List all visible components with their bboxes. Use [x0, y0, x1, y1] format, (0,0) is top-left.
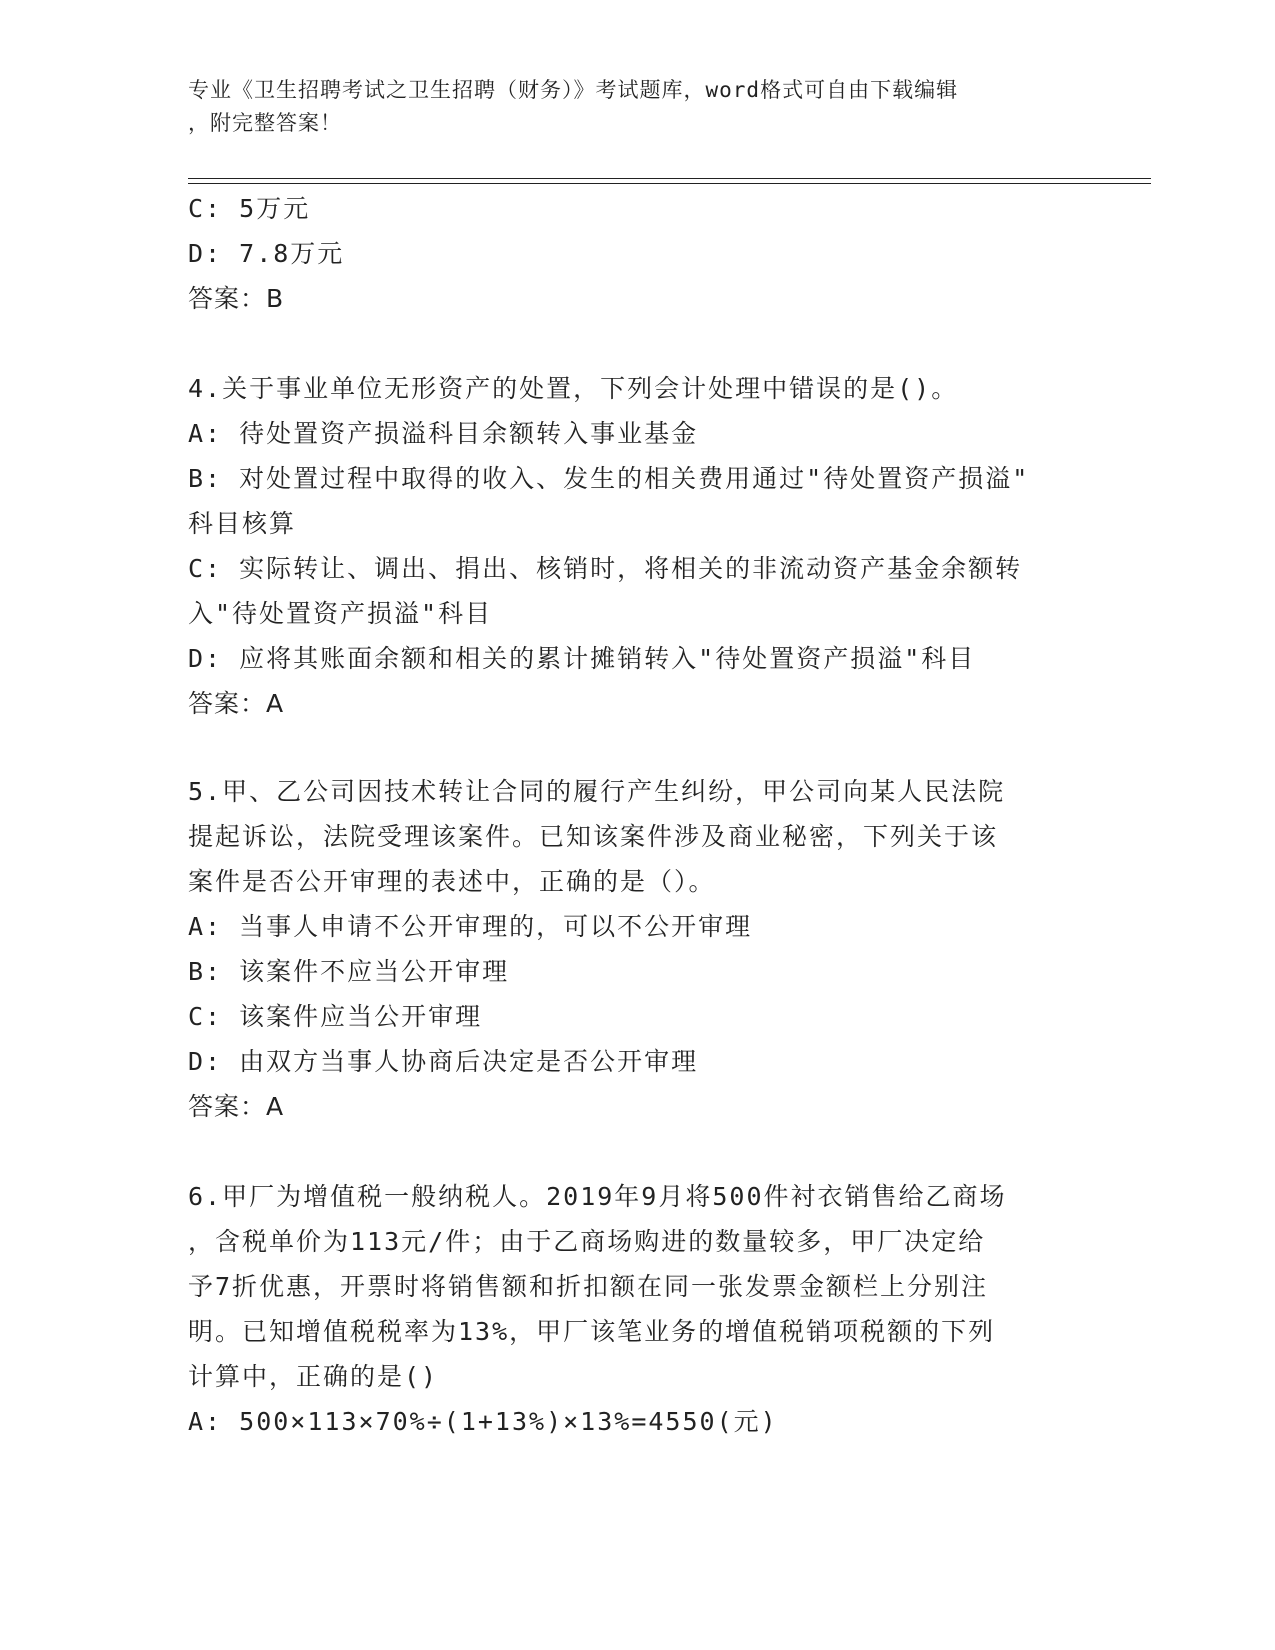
q6-stem-line-3: 予7折优惠，开票时将销售额和折扣额在同一张发票金额栏上分别注	[188, 1272, 989, 1301]
q5-option-a: A: 当事人申请不公开审理的，可以不公开审理	[188, 912, 753, 941]
q5-option-c: C: 该案件应当公开审理	[188, 1002, 483, 1031]
q5-answer: 答案：A	[188, 1092, 285, 1121]
document-header	[188, 74, 1068, 140]
q3-option-c: C: 5万元	[188, 194, 311, 223]
q4-option-c-line-1: C: 实际转让、调出、捐出、核销时，将相关的非流动资产基金余额转	[188, 554, 1023, 583]
q6-stem-line-1: 6.甲厂为增值税一般纳税人。2019年9月将500件衬衣销售给乙商场	[188, 1182, 1007, 1211]
q5-stem-line-2: 提起诉讼，法院受理该案件。已知该案件涉及商业秘密，下列关于该	[188, 822, 999, 851]
header-line-1: 专业《卫生招聘考试之卫生招聘（财务）》考试题库，word格式可自由下载编辑	[188, 78, 959, 102]
q5-stem-line-1: 5.甲、乙公司因技术转让合同的履行产生纠纷，甲公司向某人民法院	[188, 777, 1006, 806]
header-divider-bottom	[188, 183, 1151, 184]
q4-answer: 答案：A	[188, 689, 285, 718]
q4-option-c-line-2: 入"待处置资产损溢"科目	[188, 599, 493, 628]
q4-stem: 4.关于事业单位无形资产的处置，下列会计处理中错误的是()。	[188, 374, 959, 403]
q6-option-a: A: 500×113×70%÷(1+13%)×13%=4550(元)	[188, 1407, 778, 1436]
header-divider-top	[188, 178, 1151, 179]
q4-option-d: D: 应将其账面余额和相关的累计摊销转入"待处置资产损溢"科目	[188, 644, 976, 673]
q4-option-b-line-1: B: 对处置过程中取得的收入、发生的相关费用通过"待处置资产损溢"	[188, 464, 1030, 493]
q4-option-b-line-2: 科目核算	[188, 509, 297, 538]
header-line-2: ，附完整答案！	[188, 111, 342, 135]
q3-option-d: D: 7.8万元	[188, 239, 345, 268]
q4-option-a: A: 待处置资产损溢科目余额转入事业基金	[188, 419, 699, 448]
q3-answer: 答案：B	[188, 284, 285, 313]
q6-stem-line-5: 计算中，正确的是()	[188, 1362, 439, 1391]
q6-stem-line-4: 明。已知增值税税率为13%，甲厂该笔业务的增值税销项税额的下列	[188, 1317, 996, 1346]
q6-stem-line-2: ，含税单价为113元/件；由于乙商场购进的数量较多，甲厂决定给	[188, 1227, 986, 1256]
q5-stem-line-3: 案件是否公开审理的表述中，正确的是（）。	[188, 867, 716, 896]
q5-option-d: D: 由双方当事人协商后决定是否公开审理	[188, 1047, 699, 1076]
q5-option-b: B: 该案件不应当公开审理	[188, 957, 510, 986]
